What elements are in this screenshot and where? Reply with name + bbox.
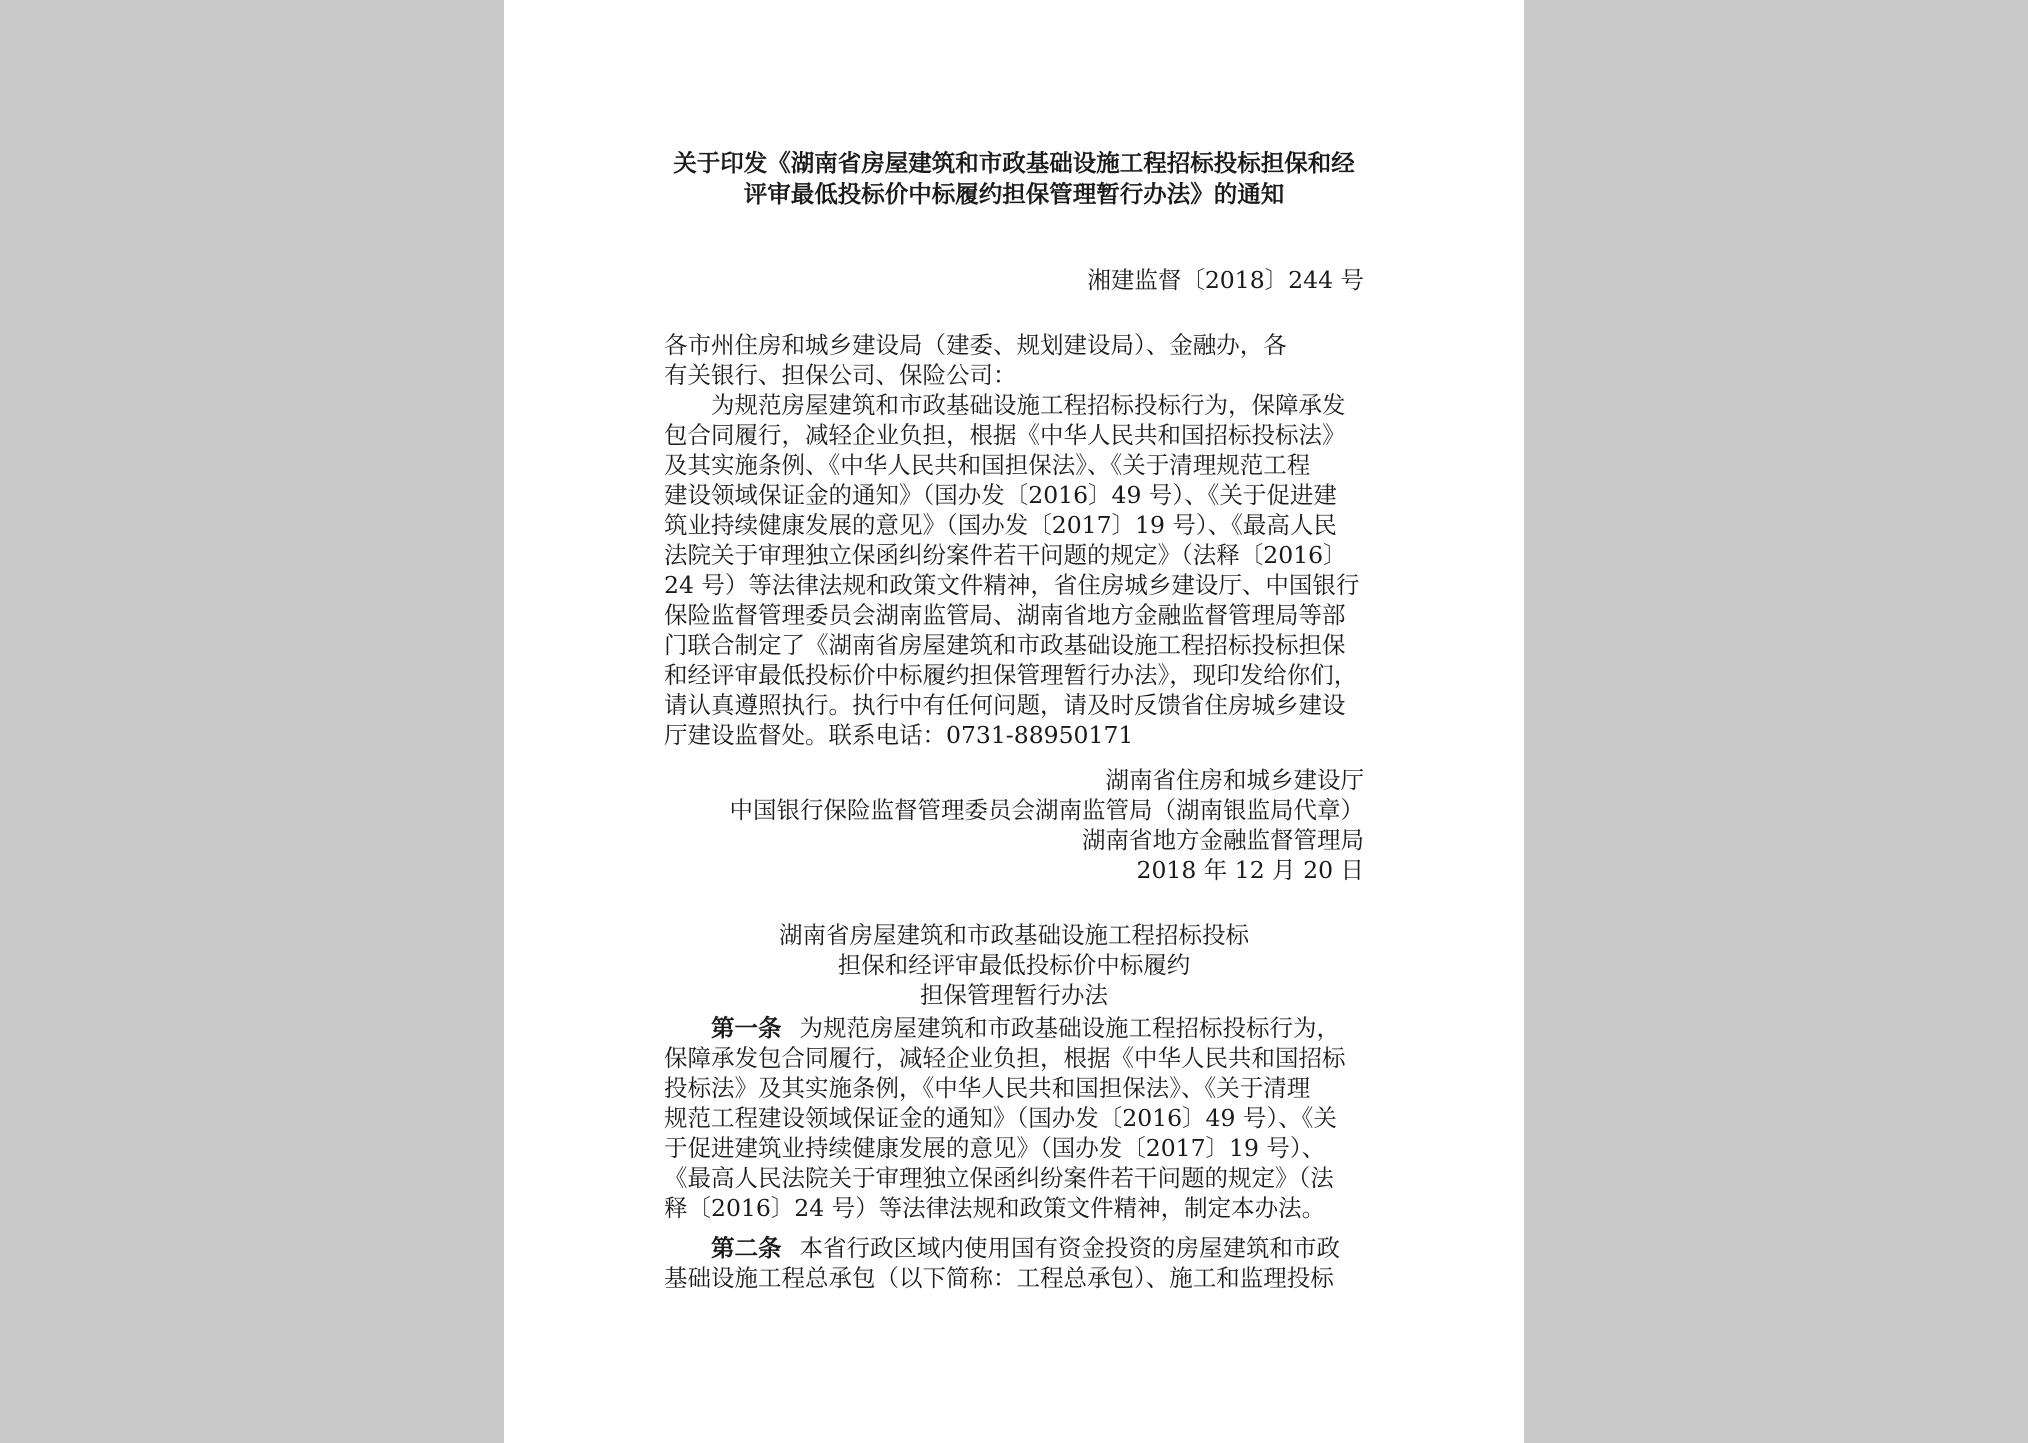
measures-title-line: 担保管理暂行办法 bbox=[920, 981, 1108, 1009]
article-1 bbox=[664, 1013, 1380, 1223]
measures-title-line: 湖南省房屋建筑和市政基础设施工程招标投标 bbox=[779, 921, 1249, 949]
article-2-text: 本省行政区域内使用国有资金投资的房屋建筑和市政 bbox=[799, 1234, 1340, 1262]
body-line: 门联合制定了《湖南省房屋建筑和市政基础设施工程招标投标担保 bbox=[664, 631, 1346, 659]
article-1-label: 第一条 bbox=[711, 1014, 782, 1042]
notice-title-line: 关于印发《湖南省房屋建筑和市政基础设施工程招标投标担保和经 bbox=[673, 149, 1355, 177]
body-line: 包合同履行，减轻企业负担，根据《中华人民共和国招标投标法》 bbox=[664, 421, 1346, 449]
article-line: 基础设施工程总承包（以下简称：工程总承包）、施工和监理投标 bbox=[664, 1264, 1334, 1292]
document-number: 湘建监督〔2018〕244 号 bbox=[1087, 266, 1364, 294]
article-line: 规范工程建设领域保证金的通知》（国办发〔2016〕49 号）、《关 bbox=[664, 1104, 1337, 1132]
body-line: 保险监督管理委员会湖南监管局、湖南省地方金融监督管理局等部 bbox=[664, 601, 1346, 629]
notice-body bbox=[664, 390, 1380, 750]
article-2-label: 第二条 bbox=[711, 1234, 782, 1262]
article-line: 保障承发包合同履行，减轻企业负担，根据《中华人民共和国招标 bbox=[664, 1044, 1346, 1072]
article-line: 释〔2016〕24 号）等法律法规和政策文件精神，制定本办法。 bbox=[664, 1194, 1326, 1222]
body-line: 厅建设监督处。联系电话：0731-88950171 bbox=[664, 721, 1134, 749]
addressee-line: 各市州住房和城乡建设局（建委、规划建设局）、金融办，各 bbox=[664, 331, 1287, 359]
article-line: 《最高人民法院关于审理独立保函纠纷案件若干问题的规定》（法 bbox=[664, 1164, 1334, 1192]
signature-line: 中国银行保险监督管理委员会湖南监管局（湖南银监局代章） bbox=[729, 796, 1364, 824]
addressee bbox=[664, 330, 1380, 390]
body-line: 为规范房屋建筑和市政基础设施工程招标投标行为，保障承发 bbox=[711, 391, 1346, 419]
addressee-line: 有关银行、担保公司、保险公司： bbox=[664, 361, 1017, 389]
article-2-first-line bbox=[664, 1233, 1380, 1263]
body-line: 及其实施条例、《中华人民共和国担保法》、《关于清理规范工程 bbox=[664, 451, 1311, 479]
article-1-first-line bbox=[664, 1013, 1380, 1043]
document-page bbox=[504, 0, 1524, 1443]
body-line: 法院关于审理独立保函纠纷案件若干问题的规定》（法释〔2016〕 bbox=[664, 541, 1347, 569]
body-line: 建设领域保证金的通知》（国办发〔2016〕49 号）、《关于促进建 bbox=[664, 481, 1337, 509]
article-2 bbox=[664, 1233, 1380, 1293]
article-line: 投标法》及其实施条例，《中华人民共和国担保法》、《关于清理 bbox=[664, 1074, 1311, 1102]
article-line: 于促进建筑业持续健康发展的意见》（国办发〔2017〕19 号）、 bbox=[664, 1134, 1326, 1162]
measures-title bbox=[664, 920, 1364, 1010]
body-line: 请认真遵照执行。执行中有任何问题，请及时反馈省住房城乡建设 bbox=[664, 691, 1346, 719]
notice-date: 2018 年 12 月 20 日 bbox=[1136, 856, 1364, 884]
signature-block bbox=[664, 765, 1364, 885]
notice-title bbox=[664, 148, 1364, 210]
signature-line: 湖南省住房和城乡建设厅 bbox=[1105, 766, 1364, 794]
body-line: 和经评审最低投标价中标履约担保管理暂行办法》，现印发给你们， bbox=[664, 661, 1358, 689]
signature-line: 湖南省地方金融监督管理局 bbox=[1082, 826, 1364, 854]
notice-title-line: 评审最低投标价中标履约担保管理暂行办法》的通知 bbox=[743, 180, 1285, 208]
body-line: 24 号）等法律法规和政策文件精神，省住房城乡建设厅、中国银行 bbox=[664, 571, 1360, 599]
article-1-text: 为规范房屋建筑和市政基础设施工程招标投标行为， bbox=[799, 1014, 1340, 1042]
measures-title-line: 担保和经评审最低投标价中标履约 bbox=[837, 951, 1191, 979]
body-line: 筑业持续健康发展的意见》（国办发〔2017〕19 号）、《最高人民 bbox=[664, 511, 1337, 539]
